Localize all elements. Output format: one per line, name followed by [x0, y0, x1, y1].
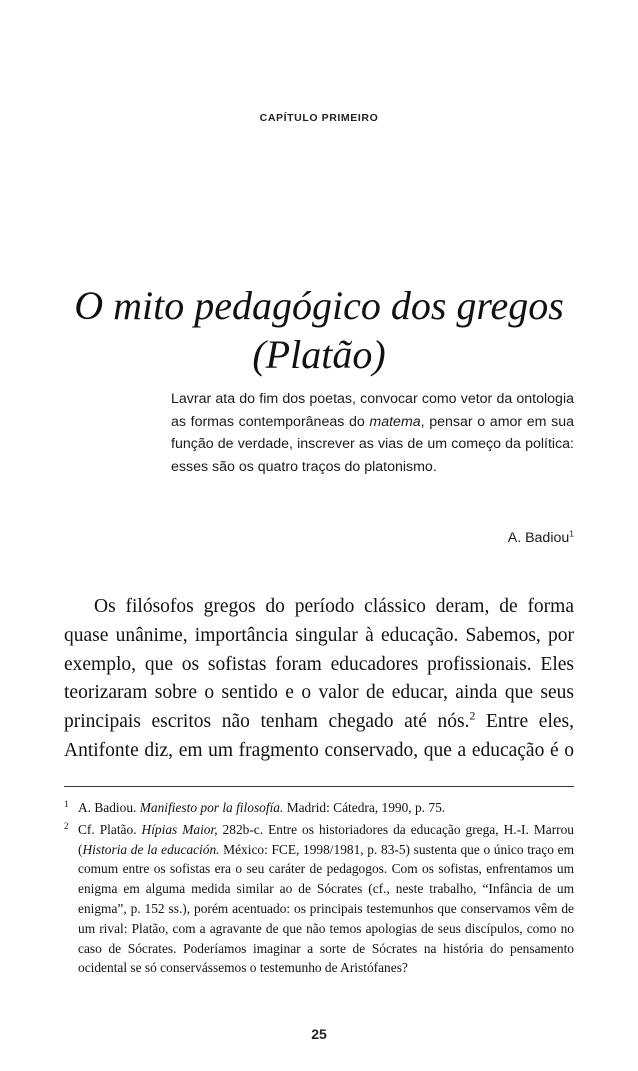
footnote-ref-1[interactable]: 1	[569, 528, 574, 539]
footnote-text: Madrid: Cátedra, 1990, p. 75.	[283, 800, 446, 815]
footnotes	[64, 798, 574, 978]
footnote-text: 282b-c. Entre os historiadores da educação grega, H.-I. Marrou (	[78, 821, 574, 857]
epigraph-text-start: Lavrar ata do fim dos poetas, convocar como vetor da ontologia as formas contemporâneas do	[171, 391, 574, 430]
footnote-number: 1	[64, 799, 69, 809]
body-line	[64, 708, 574, 737]
epigraph	[171, 388, 574, 478]
footnote-2	[64, 820, 574, 978]
epigraph-author-name: A. Badiou	[507, 530, 570, 546]
epigraph-text-end: , pensar o amor em sua função de verdade, inscrever as vias de um começo da política: esses são os quatro traços do platonismo.	[171, 413, 575, 475]
body-line: teorizaram sobre o sentido e o valor de educar, ainda que seus	[64, 682, 574, 704]
footnote-ref-2[interactable]: 2	[469, 709, 476, 723]
body-line-text: principais escritos não tenham chegado até nós.	[64, 711, 470, 733]
chapter-title-line-2: (Platão)	[252, 332, 386, 377]
page-number: 25	[311, 1026, 327, 1042]
footnote-1	[64, 798, 574, 818]
footnote-book-title: Hípias Maior,	[141, 821, 218, 837]
footnote-text: Cf. Platão.	[78, 821, 142, 837]
epigraph-author	[508, 530, 574, 546]
body-line: quase unânime, importância singular à educação. Sabemos, por	[64, 624, 574, 646]
body-line: Antifonte diz, em um fragmento conservado, que a educação é o	[64, 739, 574, 761]
body-line: Os filósofos gregos do período clássico deram, de forma	[94, 596, 574, 617]
chapter-label: CAPÍTULO PRIMEIRO	[259, 112, 379, 124]
body-line: exemplo, que os sofistas foram educadores profissionais. Eles	[64, 653, 574, 675]
chapter-title-line-1: O mito pedagógico dos gregos	[74, 283, 564, 328]
footnote-text: México: FCE, 1998/1981, p. 83-5) sustenta que o único traço em comum entre os sofistas era o seu caráter de pedagogos. Com os sofistas, enfrentamos um enigma em alguma medida similar ao de Sócrates (cf., neste trabalho, “Infância de um enigma”, p. 152 ss.), porém acentuado: os principais testemunhos que conservamos vêm de um rival: Platão, com a agravante de que não temos apologias de seus discípulos, como no caso de Sócrates. Poderíamos imaginar a sorte de Sócrates na história do pensamento ocidental se só conservássemos o testemunho de Aristófanes?	[78, 841, 574, 976]
footnote-text: A. Badiou.	[78, 800, 140, 815]
body-line-text: Entre eles,	[475, 711, 574, 733]
footnote-number: 2	[64, 820, 69, 831]
epigraph-emphasis: matema	[369, 413, 421, 430]
footnote-book-title: Historia de la educación.	[82, 841, 220, 857]
footnote-divider	[64, 786, 574, 787]
footnote-book-title: Manifiesto por la filosofía.	[139, 800, 284, 815]
body-paragraph	[64, 593, 574, 766]
